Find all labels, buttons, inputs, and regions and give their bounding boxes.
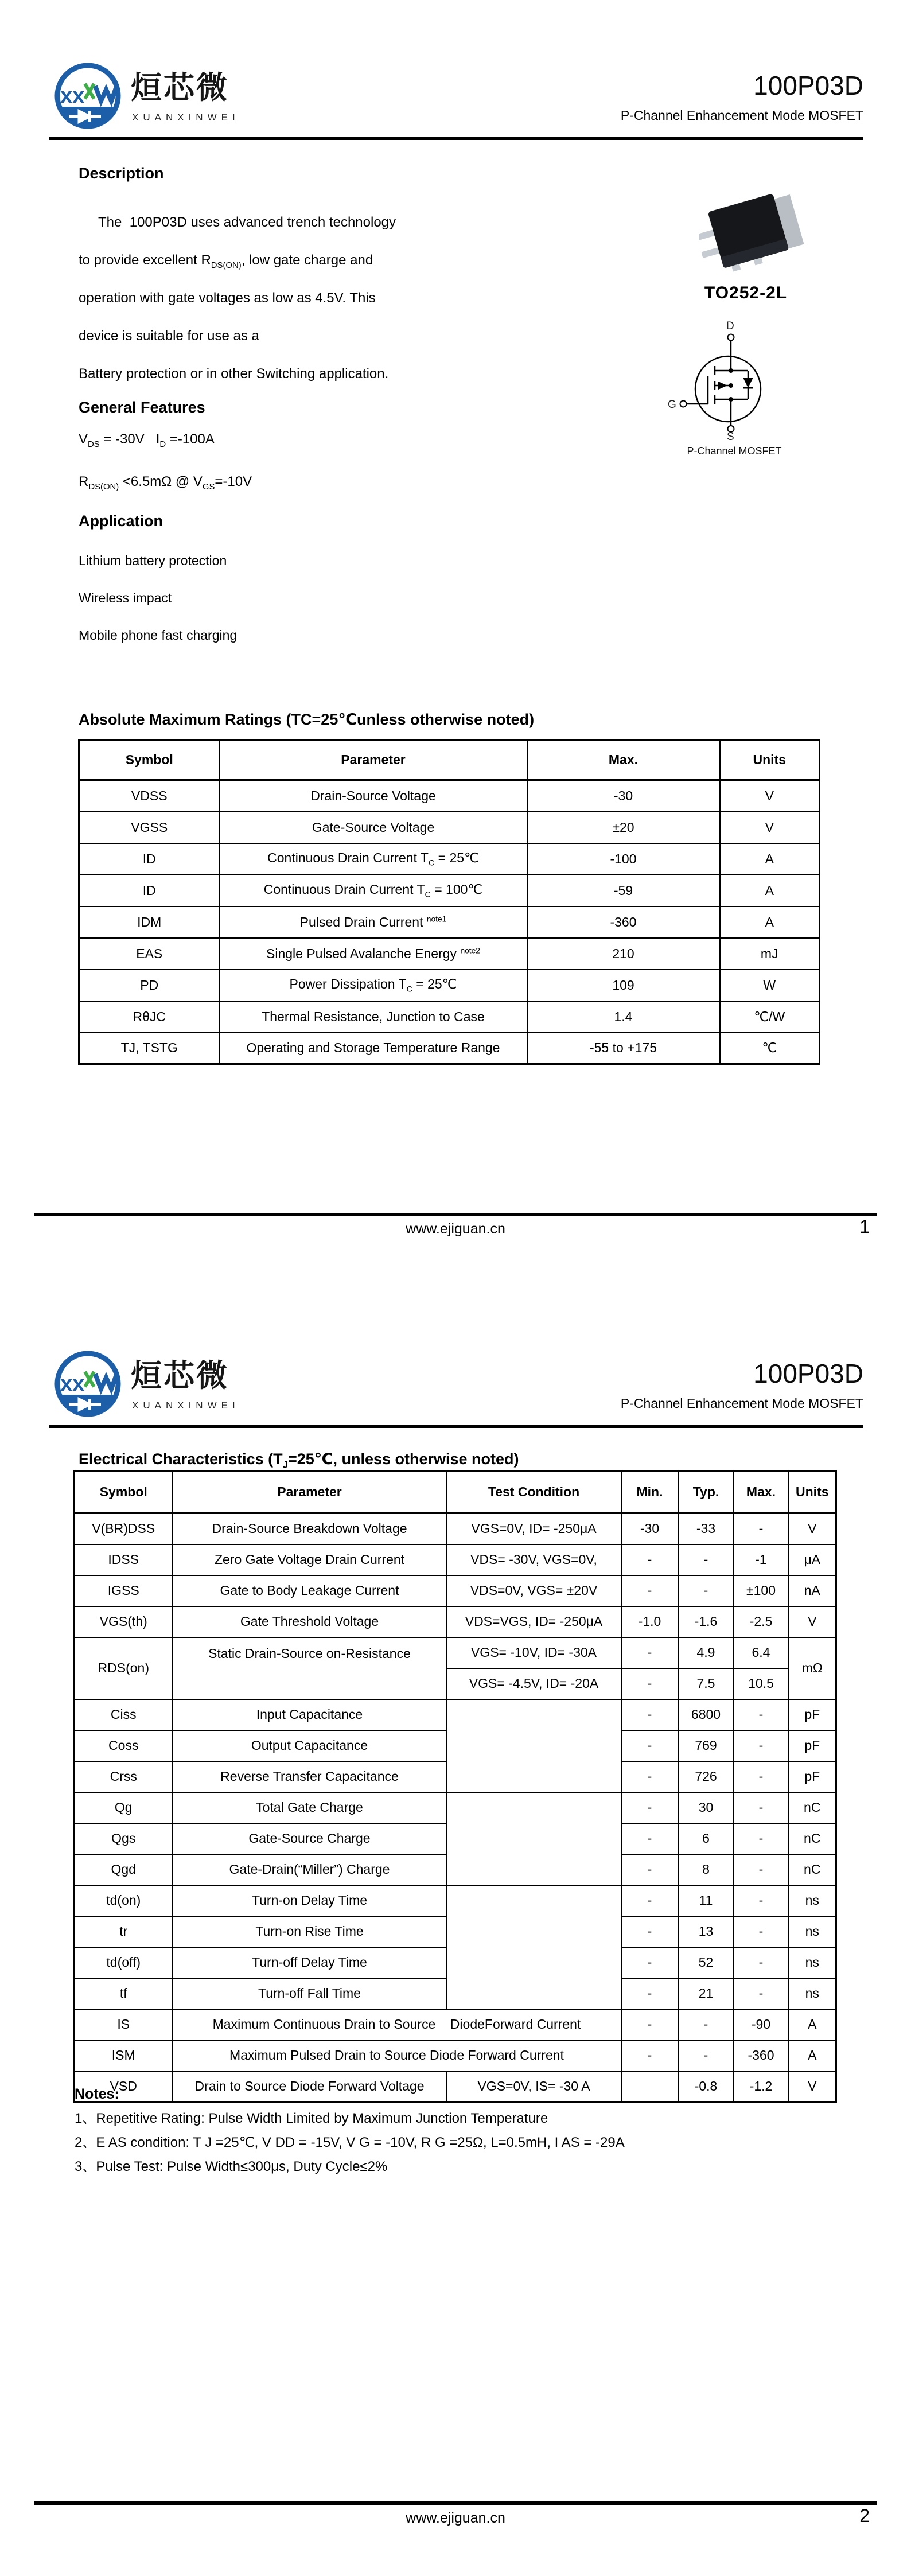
features-title: General Features xyxy=(79,399,205,416)
description-line: Battery protection or in other Switching application. xyxy=(79,366,389,382)
column-header: Max. xyxy=(527,740,720,780)
column-header: Parameter xyxy=(220,740,527,780)
body-diode-icon xyxy=(743,378,753,388)
header-rule xyxy=(49,1425,863,1428)
note-line: 2、E AS condition: T J =25℃, V DD = -15V, V G = -10V, R G =25Ω, L=0.5mH, I AS = -29A xyxy=(75,2135,625,2150)
table-row: RDS(on) Static Drain-Source on-Resistance VGS= -10V, ID= -30A - 4.9 6.4 mΩ xyxy=(75,1637,836,1668)
table-row: VGS= -4.5V, ID= -20A - 7.5 10.5 xyxy=(75,1668,836,1699)
shared-test-condition xyxy=(447,1885,621,2009)
table-row: Qg Total Gate Charge - 30 - nC xyxy=(75,1792,836,1823)
logo-monogram: xx xyxy=(60,84,85,108)
brand-name-latin: XUANXINWEI xyxy=(132,1400,240,1411)
application-item: Mobile phone fast charging xyxy=(79,628,238,643)
table-row: Coss Output Capacitance - 769 - pF xyxy=(75,1730,836,1761)
pin-label-drain: D xyxy=(726,320,734,332)
table-row: Qgd Gate-Drain(“Miller”) Charge - 8 - nC xyxy=(75,1854,836,1885)
footer-url: www.ejiguan.cn xyxy=(406,2510,505,2526)
mosfet-symbol xyxy=(664,319,797,441)
logo-xxw-icon xyxy=(53,61,123,131)
description-title: Description xyxy=(79,165,164,182)
table-row: RθJC Thermal Resistance, Junction to Case 1.4 ℃/W xyxy=(79,1001,820,1033)
logo-xxw-icon xyxy=(53,1349,123,1419)
application-item: Lithium battery protection xyxy=(79,553,227,568)
application-title: Application xyxy=(79,512,163,530)
table-row: VDSS Drain-Source Voltage -30 V xyxy=(79,780,820,812)
logo-monogram: xx xyxy=(60,1372,85,1396)
note-line: 1、Repetitive Rating: Pulse Width Limited by Maximum Junction Temperature xyxy=(75,2111,548,2126)
table-row: TJ, TSTG Operating and Storage Temperature Range -55 to +175 ℃ xyxy=(79,1033,820,1064)
table-row: ID Continuous Drain Current $T_C$ = 100℃ -59 A xyxy=(79,875,820,906)
table-row: V(BR)DSS Drain-Source Breakdown Voltage VGS=0V, ID= -250μA -30 -33 - V xyxy=(75,1513,836,1544)
page-2 xyxy=(0,1288,911,2576)
table-row: td(on) Turn-on Delay Time - 11 - ns xyxy=(75,1885,836,1916)
table-row: IDSS Zero Gate Voltage Drain Current VDS= -30V, VGS=0V, - - -1 μA xyxy=(75,1544,836,1575)
brand-name-latin: XUANXINWEI xyxy=(132,112,240,123)
part-number: 100P03D xyxy=(753,71,863,100)
note-line: 3、Pulse Test: Pulse Width≤300μs, Duty Cycle≤2% xyxy=(75,2159,388,2174)
header-rule xyxy=(49,137,863,140)
page-number: 2 xyxy=(859,2505,870,2526)
part-subtitle: P-Channel Enhancement Mode MOSFET xyxy=(620,108,863,123)
page-number: 1 xyxy=(859,1216,870,1237)
column-header: Units xyxy=(720,740,820,780)
footer-url: www.ejiguan.cn xyxy=(406,1221,505,1237)
column-header: Symbol xyxy=(79,740,220,780)
table-row: tr Turn-on Rise Time - 13 - ns xyxy=(75,1916,836,1947)
shared-test-condition xyxy=(447,1699,621,1792)
pin-label-source: S xyxy=(727,431,734,441)
abs-max-table xyxy=(78,739,820,1065)
table-row: IS Maximum Continuous Drain to Source DiodeForward Current - - -90 A xyxy=(75,2009,836,2040)
table-row: Ciss Input Capacitance - 6800 - pF xyxy=(75,1699,836,1730)
table-row: Qgs Gate-Source Charge - 6 - nC xyxy=(75,1823,836,1854)
table-row: VGSS Gate-Source Voltage ±20 V xyxy=(79,812,820,843)
part-number: 100P03D xyxy=(753,1359,863,1388)
table-row: ID Continuous Drain Current $T_C$ = 25℃ -100 A xyxy=(79,843,820,875)
abs-max-title: Absolute Maximum Ratings (TC=25℃unless otherwise noted) xyxy=(79,711,535,728)
package-photo xyxy=(699,185,822,285)
brand-name-cjk: 烜芯微 xyxy=(131,71,229,105)
notes-title: Notes: xyxy=(75,2086,119,2102)
table-row: td(off) Turn-off Delay Time - 52 - ns xyxy=(75,1947,836,1978)
shared-test-condition xyxy=(447,1792,621,1885)
table-row: tf Turn-off Fall Time - 21 - ns xyxy=(75,1978,836,2009)
table-row: IGSS Gate to Body Leakage Current VDS=0V, VGS= ±20V - - ±100 nA xyxy=(75,1575,836,1606)
feature-line: $V_{DS} = -30V$ $I_D =-100A$ xyxy=(79,431,215,449)
arrow-icon xyxy=(718,382,727,390)
pin-label-gate: G xyxy=(668,399,676,411)
description-line: to provide excellent $R_{DS(ON)}$, low gate charge and xyxy=(79,252,373,270)
description-line: The 100P03D uses advanced trench technology xyxy=(98,215,396,230)
description-line: operation with gate voltages as low as 4.5V. This xyxy=(79,290,376,306)
table-header-row xyxy=(79,740,820,780)
part-subtitle: P-Channel Enhancement Mode MOSFET xyxy=(620,1396,863,1411)
symbol-caption: P-Channel MOSFET xyxy=(687,445,782,457)
table-row: Crss Reverse Transfer Capacitance - 726 - pF xyxy=(75,1761,836,1792)
footer-rule xyxy=(34,1213,877,1216)
table-row: PD Power Dissipation $T_C$ = 25℃ 109 W xyxy=(79,970,820,1001)
table-row: EAS Single Pulsed Avalanche Energy $^{note2}$ 210 mJ xyxy=(79,938,820,970)
brand-name-cjk: 烜芯微 xyxy=(131,1359,229,1393)
footer-rule xyxy=(34,2501,877,2505)
elec-char-title: Electrical Characteristics ($T_J=25℃$, unless otherwise noted) xyxy=(79,1450,519,1470)
table-row: VGS(th) Gate Threshold Voltage VDS=VGS, ID= -250μA -1.0 -1.6 -2.5 V xyxy=(75,1606,836,1637)
feature-line: $R_{DS(ON)} <6.5m\Omega$ @ $V_{GS}=-10V$ xyxy=(79,474,252,492)
description-line: device is suitable for use as a xyxy=(79,328,259,344)
application-item: Wireless impact xyxy=(79,590,172,605)
elec-char-table xyxy=(73,1470,837,2103)
table-row: IDM Pulsed Drain Current $^{note1}$ -360 A xyxy=(79,906,820,938)
table-row: VSD Drain to Source Diode Forward Voltage VGS=0V, IS= -30 A -0.8 -1.2 V xyxy=(75,2071,836,2102)
package-label: TO252-2L xyxy=(704,283,788,302)
table-header-row: Symbol Parameter Test Condition Min. Typ. Max. Units xyxy=(75,1471,836,1513)
table-row: ISM Maximum Pulsed Drain to Source Diode Forward Current - - -360 A xyxy=(75,2040,836,2071)
